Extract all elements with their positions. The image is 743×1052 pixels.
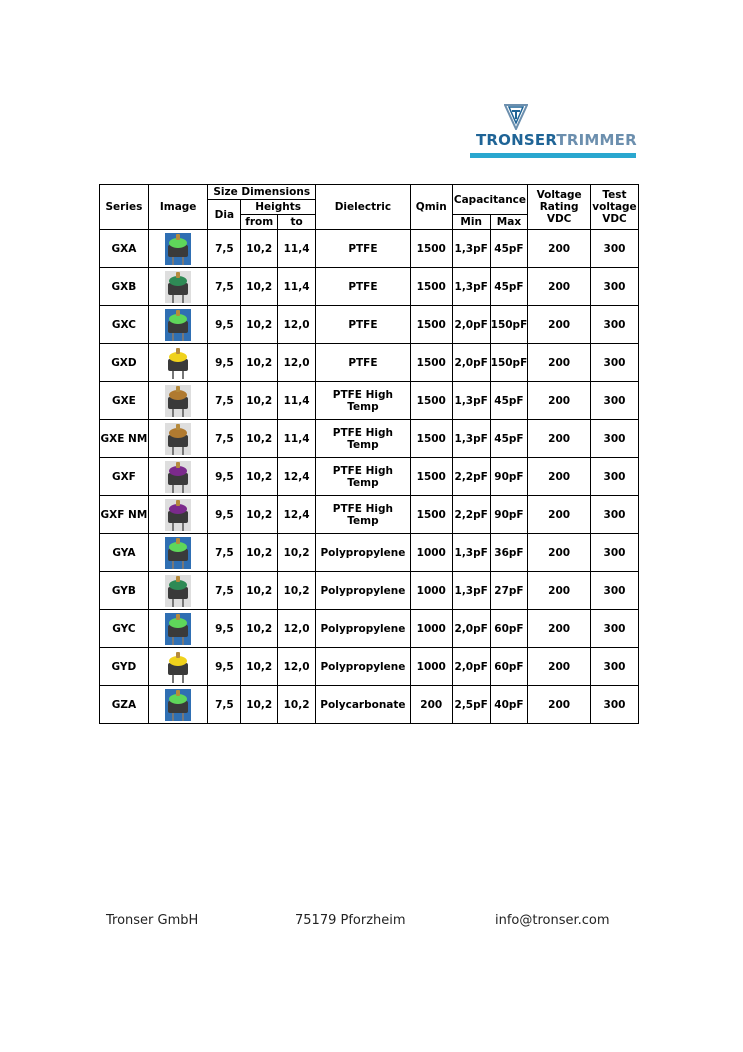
height-to-cell: 11,4 [278,382,316,420]
cap-min-cell: 2,5pF [452,686,490,724]
cap-max-cell: 45pF [490,420,528,458]
header-max: Max [490,215,528,230]
cap-min-cell: 2,0pF [452,344,490,382]
dielectric-cell: PTFE High Temp [315,458,410,496]
footer-company: Tronser GmbH [106,913,199,928]
cap-max-cell: 150pF [490,344,528,382]
cap-min-cell: 2,0pF [452,306,490,344]
image-cell [148,686,208,724]
qmin-cell: 1500 [410,458,452,496]
dia-cell: 9,5 [208,496,241,534]
cap-min-cell: 2,0pF [452,648,490,686]
voltage-rating-cell: 200 [528,306,591,344]
footer-email: info@tronser.com [495,913,610,928]
test-voltage-cell: 300 [590,382,638,420]
dia-cell: 9,5 [208,344,241,382]
qmin-cell: 1500 [410,268,452,306]
test-voltage-cell: 300 [590,268,638,306]
cap-min-cell: 1,3pF [452,382,490,420]
dia-cell: 9,5 [208,648,241,686]
header-dielectric: Dielectric [315,185,410,230]
height-from-cell: 10,2 [241,610,278,648]
qmin-cell: 1500 [410,420,452,458]
trimmer-product-photo [165,499,191,531]
height-to-cell: 11,4 [278,420,316,458]
cap-max-cell: 36pF [490,534,528,572]
height-from-cell: 10,2 [241,420,278,458]
brand-wordmark [476,131,637,149]
table-row [100,610,639,648]
cap-min-cell: 2,2pF [452,458,490,496]
test-voltage-cell: 300 [590,572,638,610]
header-min: Min [452,215,490,230]
series-cell: GXE NM [100,420,149,458]
series-cell: GXF [100,458,149,496]
brand-part2: TRIMMER [556,131,637,149]
cap-min-cell: 1,3pF [452,534,490,572]
qmin-cell: 1500 [410,306,452,344]
test-voltage-cell: 300 [590,306,638,344]
dia-cell: 9,5 [208,306,241,344]
voltage-rating-cell: 200 [528,382,591,420]
qmin-cell: 200 [410,686,452,724]
height-to-cell: 12,0 [278,648,316,686]
voltage-rating-cell: 200 [528,230,591,268]
header-qmin: Qmin [410,185,452,230]
cap-min-cell: 1,3pF [452,420,490,458]
table-row [100,306,639,344]
voltage-rating-cell: 200 [528,458,591,496]
table-row [100,420,639,458]
image-cell [148,420,208,458]
cap-min-cell: 2,2pF [452,496,490,534]
height-from-cell: 10,2 [241,496,278,534]
qmin-cell: 1500 [410,230,452,268]
height-from-cell: 10,2 [241,230,278,268]
cap-min-cell: 1,3pF [452,572,490,610]
height-from-cell: 10,2 [241,458,278,496]
height-from-cell: 10,2 [241,686,278,724]
header-series: Series [100,185,149,230]
dielectric-cell: PTFE [315,344,410,382]
header-dia: Dia [208,200,241,230]
trimmer-product-photo [165,575,191,607]
dia-cell: 9,5 [208,458,241,496]
series-cell: GXA [100,230,149,268]
voltage-rating-cell: 200 [528,648,591,686]
dia-cell: 7,5 [208,230,241,268]
image-cell [148,534,208,572]
height-to-cell: 10,2 [278,572,316,610]
cap-max-cell: 40pF [490,686,528,724]
tronser-logo-icon [504,104,528,130]
image-cell [148,496,208,534]
test-voltage-cell: 300 [590,344,638,382]
cap-max-cell: 90pF [490,458,528,496]
height-to-cell: 10,2 [278,534,316,572]
trimmer-product-photo [165,613,191,645]
height-to-cell: 11,4 [278,230,316,268]
header-voltage-rating: Voltage Rating VDC [528,185,591,230]
test-voltage-cell: 300 [590,686,638,724]
brand-underline [470,153,636,158]
height-to-cell: 12,0 [278,306,316,344]
height-from-cell: 10,2 [241,648,278,686]
cap-min-cell: 1,3pF [452,268,490,306]
cap-min-cell: 2,0pF [452,610,490,648]
cap-max-cell: 27pF [490,572,528,610]
series-cell: GXF NM [100,496,149,534]
image-cell [148,230,208,268]
cap-min-cell: 1,3pF [452,230,490,268]
dielectric-cell: PTFE High Temp [315,420,410,458]
dielectric-cell: Polypropylene [315,648,410,686]
test-voltage-cell: 300 [590,648,638,686]
dielectric-cell: Polypropylene [315,534,410,572]
series-cell: GYA [100,534,149,572]
cap-max-cell: 90pF [490,496,528,534]
height-to-cell: 12,0 [278,344,316,382]
dielectric-cell: Polypropylene [315,610,410,648]
trimmer-product-photo [165,423,191,455]
series-cell: GZA [100,686,149,724]
series-cell: GXC [100,306,149,344]
table-row [100,458,639,496]
voltage-rating-cell: 200 [528,534,591,572]
dia-cell: 7,5 [208,382,241,420]
cap-max-cell: 60pF [490,610,528,648]
header-image: Image [148,185,208,230]
height-to-cell: 10,2 [278,686,316,724]
dia-cell: 7,5 [208,572,241,610]
trimmer-product-photo [165,689,191,721]
dia-cell: 7,5 [208,534,241,572]
trimmer-product-photo [165,309,191,341]
height-to-cell: 11,4 [278,268,316,306]
voltage-rating-cell: 200 [528,268,591,306]
table-row [100,344,639,382]
qmin-cell: 1000 [410,648,452,686]
cap-max-cell: 45pF [490,268,528,306]
dielectric-cell: Polypropylene [315,572,410,610]
image-cell [148,382,208,420]
table-row [100,268,639,306]
image-cell [148,572,208,610]
header-capacitance: Capacitance [452,185,528,215]
header-test-voltage: Test voltage VDC [590,185,638,230]
qmin-cell: 1500 [410,496,452,534]
dia-cell: 7,5 [208,420,241,458]
cap-max-cell: 60pF [490,648,528,686]
height-from-cell: 10,2 [241,572,278,610]
series-cell: GYD [100,648,149,686]
image-cell [148,648,208,686]
series-cell: GXE [100,382,149,420]
qmin-cell: 1000 [410,610,452,648]
test-voltage-cell: 300 [590,496,638,534]
test-voltage-cell: 300 [590,610,638,648]
table-row [100,686,639,724]
dielectric-cell: PTFE [315,268,410,306]
dielectric-cell: PTFE High Temp [315,496,410,534]
test-voltage-cell: 300 [590,458,638,496]
dia-cell: 7,5 [208,268,241,306]
height-to-cell: 12,0 [278,610,316,648]
header-from: from [241,215,278,230]
voltage-rating-cell: 200 [528,344,591,382]
cap-max-cell: 45pF [490,382,528,420]
dielectric-cell: PTFE High Temp [315,382,410,420]
voltage-rating-cell: 200 [528,572,591,610]
trimmer-product-photo [165,347,191,379]
product-spec-table [99,184,639,724]
image-cell [148,306,208,344]
trimmer-product-photo [165,537,191,569]
table-row [100,496,639,534]
header-heights: Heights [241,200,316,215]
height-from-cell: 10,2 [241,268,278,306]
trimmer-product-photo [165,385,191,417]
qmin-cell: 1500 [410,344,452,382]
trimmer-product-photo [165,233,191,265]
test-voltage-cell: 300 [590,230,638,268]
height-from-cell: 10,2 [241,306,278,344]
test-voltage-cell: 300 [590,420,638,458]
qmin-cell: 1500 [410,382,452,420]
voltage-rating-cell: 200 [528,420,591,458]
voltage-rating-cell: 200 [528,686,591,724]
table-row [100,534,639,572]
dia-cell: 7,5 [208,686,241,724]
voltage-rating-cell: 200 [528,496,591,534]
header-to: to [278,215,316,230]
trimmer-product-photo [165,651,191,683]
table-row [100,382,639,420]
qmin-cell: 1000 [410,572,452,610]
cap-max-cell: 45pF [490,230,528,268]
table-row [100,648,639,686]
dielectric-cell: Polycarbonate [315,686,410,724]
trimmer-product-photo [165,271,191,303]
height-from-cell: 10,2 [241,382,278,420]
dielectric-cell: PTFE [315,230,410,268]
dia-cell: 9,5 [208,610,241,648]
height-from-cell: 10,2 [241,534,278,572]
series-cell: GXD [100,344,149,382]
table-row [100,230,639,268]
image-cell [148,268,208,306]
height-from-cell: 10,2 [241,344,278,382]
brand-part1: TRONSER [476,131,557,149]
series-cell: GXB [100,268,149,306]
test-voltage-cell: 300 [590,534,638,572]
series-cell: GYB [100,572,149,610]
header-size-dimensions: Size Dimensions [208,185,316,200]
image-cell [148,344,208,382]
image-cell [148,610,208,648]
dielectric-cell: PTFE [315,306,410,344]
height-to-cell: 12,4 [278,496,316,534]
image-cell [148,458,208,496]
footer-city: 75179 Pforzheim [295,913,406,928]
series-cell: GYC [100,610,149,648]
table-row [100,572,639,610]
height-to-cell: 12,4 [278,458,316,496]
qmin-cell: 1000 [410,534,452,572]
voltage-rating-cell: 200 [528,610,591,648]
trimmer-product-photo [165,461,191,493]
cap-max-cell: 150pF [490,306,528,344]
